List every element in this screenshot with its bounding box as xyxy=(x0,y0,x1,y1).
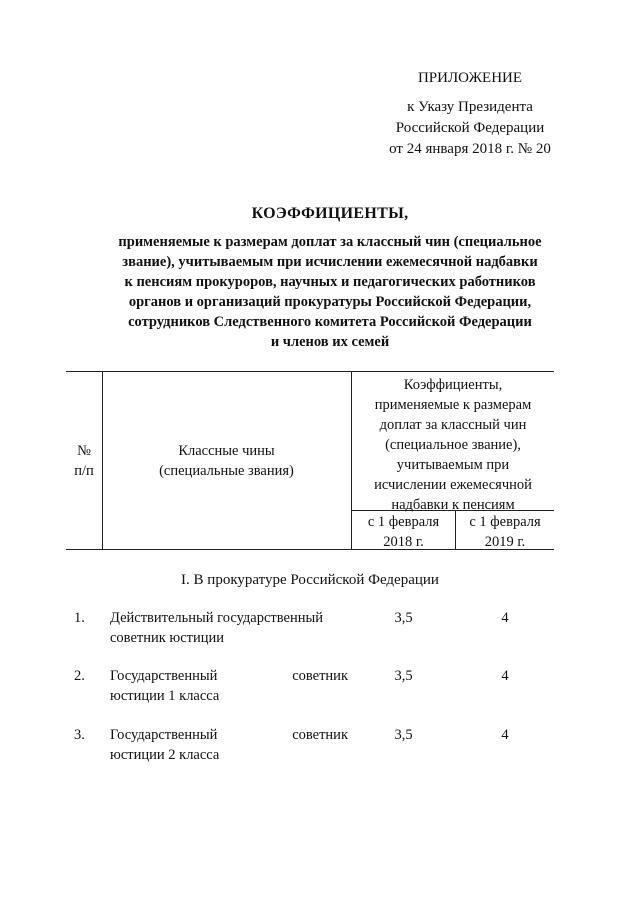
row-value-2019: 4 xyxy=(501,610,509,626)
row-value-2019: 4 xyxy=(501,668,509,684)
document-subtitle xyxy=(60,232,600,352)
table-header-top-rule xyxy=(66,371,554,372)
header-2018-line: с 1 февраля xyxy=(367,514,440,530)
row-rank-name xyxy=(110,666,348,706)
row-rank-part: Действительный государственный xyxy=(110,610,323,626)
row-value-2018: 3,5 xyxy=(394,727,413,743)
annex-line-3: от 24 января 2018 г. № 20 xyxy=(389,141,551,157)
row-rank-line xyxy=(110,725,348,745)
header-2018-line: 2018 г. xyxy=(383,534,424,550)
row-rank-name xyxy=(110,608,348,648)
row-rank-part: советник xyxy=(292,727,348,743)
header-num-line: п/п xyxy=(74,463,94,479)
row-rank-part: Государственный xyxy=(110,668,218,684)
header-ranks xyxy=(102,441,351,481)
subtitle-line: и членов их семей xyxy=(270,334,390,350)
row-rank-line: юстиции 2 класса xyxy=(110,747,220,763)
row-value-2019: 4 xyxy=(501,727,509,743)
annex-block xyxy=(360,68,580,160)
header-2019-line: 2019 г. xyxy=(484,534,526,550)
header-coef-line: исчислении ежемесячной xyxy=(374,477,532,493)
header-col-2018 xyxy=(352,512,455,552)
row-value-2018: 3,5 xyxy=(394,610,413,626)
row-number: 1. xyxy=(74,610,85,626)
subtitle-line: звание), учитываемым при исчислении ежемесячной надбавки xyxy=(122,254,538,270)
subtitle-line: к пенсиям прокуроров, научных и педагогических работников xyxy=(124,274,536,290)
header-num xyxy=(66,441,102,481)
row-rank-name xyxy=(110,725,348,765)
annex-line-2: Российской Федерации xyxy=(395,120,545,136)
header-ranks-line: (специальные звания) xyxy=(159,463,294,479)
row-rank-line: юстиции 1 класса xyxy=(110,688,220,704)
row-rank-line xyxy=(110,608,348,628)
header-coef-line: (специальное звание), xyxy=(385,437,521,453)
row-number: 3. xyxy=(74,727,85,743)
section-title: I. В прокуратуре Российской Федерации xyxy=(181,572,439,588)
header-2019-line: с 1 февраля xyxy=(469,514,541,530)
header-ranks-line: Классные чины xyxy=(178,443,275,459)
row-rank-line xyxy=(110,666,348,686)
header-coef-line: применяемые к размерам xyxy=(374,397,532,413)
header-coef-line: учитываемым при xyxy=(396,457,510,473)
row-rank-part: Государственный xyxy=(110,727,218,743)
subtitle-line: органов и организаций прокуратуры Российской Федерации, xyxy=(128,294,532,310)
subtitle-line: применяемые к размерам доплат за классный чин (специальное xyxy=(118,234,542,250)
header-coef-line: доплат за классный чин xyxy=(379,417,527,433)
document-title: КОЭФФИЦИЕНТЫ, xyxy=(251,205,409,222)
header-col-2019 xyxy=(456,512,554,552)
header-coef-line: надбавки к пенсиям xyxy=(391,497,515,513)
annex-label: ПРИЛОЖЕНИЕ xyxy=(417,70,523,86)
row-number: 2. xyxy=(74,668,85,684)
subtitle-line: сотрудников Следственного комитета Российской Федерации xyxy=(128,314,532,330)
header-coef-line: Коэффициенты, xyxy=(403,377,503,393)
header-coefficients xyxy=(352,375,554,515)
row-rank-part: советник xyxy=(292,668,348,684)
header-num-line: № xyxy=(77,443,91,459)
annex-line-1: к Указу Президента xyxy=(407,99,533,115)
row-rank-line: советник юстиции xyxy=(110,630,225,646)
row-value-2018: 3,5 xyxy=(394,668,413,684)
